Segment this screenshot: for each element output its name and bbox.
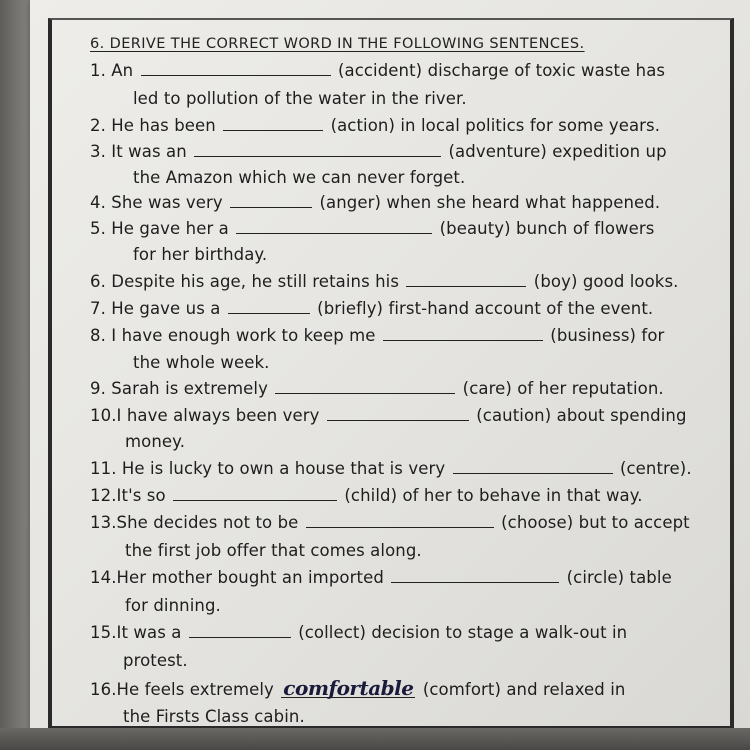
answer-blank-5[interactable] (236, 221, 432, 234)
answer-blank-15[interactable] (189, 625, 291, 638)
exercise-heading: 6. DERIVE THE CORRECT WORD IN THE FOLLOWING SENTENCES. (90, 36, 585, 52)
exercise-item-10: 10.I have always been very (caution) about spending (90, 406, 687, 425)
exercise-item-6: 6. Despite his age, he still retains his (boy) good looks. (90, 272, 679, 291)
exercise-item-10-continued: money. (125, 432, 186, 451)
answer-blank-3[interactable] (194, 144, 441, 157)
exercise-item-12: 12.It's so (child) of her to behave in that way. (90, 486, 643, 505)
answer-blank-7[interactable] (228, 301, 310, 314)
exercise-item-5: 5. He gave her a (beauty) bunch of flowers (90, 219, 655, 238)
answer-blank-1[interactable] (141, 63, 331, 76)
handwritten-answer-16[interactable]: comfortable (283, 676, 414, 700)
answer-blank-2[interactable] (223, 118, 323, 131)
exercise-item-3: 3. It was an (adventure) expedition up (90, 142, 667, 161)
answer-blank-9[interactable] (275, 381, 455, 394)
answer-blank-11[interactable] (453, 461, 613, 474)
answer-blank-13[interactable] (306, 515, 494, 528)
exercise-item-7: 7. He gave us a (briefly) first-hand account of the event. (90, 299, 654, 318)
exercise-item-15-continued: protest. (123, 651, 188, 670)
answer-blank-12[interactable] (173, 488, 337, 501)
exercise-item-16: 16.He feels extremely comfortable (comfort) and relaxed in (90, 676, 626, 700)
answer-blank-14[interactable] (391, 570, 559, 583)
exercise-item-3-continued: the Amazon which we can never forget. (133, 168, 466, 187)
exercise-item-1: 1. An (accident) discharge of toxic waste has (90, 61, 666, 80)
exercise-item-15: 15.It was a (collect) decision to stage a walk-out in (90, 623, 628, 642)
exercise-item-11: 11. He is lucky to own a house that is very (centre). (90, 459, 692, 478)
exercise-item-9: 9. Sarah is extremely (care) of her reputation. (90, 379, 664, 398)
exercise-item-8-continued: the whole week. (133, 353, 270, 372)
exercise-item-16-continued: the Firsts Class cabin. (123, 707, 305, 726)
exercise-item-14: 14.Her mother bought an imported (circle) table (90, 568, 672, 587)
exercise-item-4: 4. She was very (anger) when she heard what happened. (90, 193, 661, 212)
exercise-item-5-continued: for her birthday. (133, 245, 268, 264)
exercise-item-2: 2. He has been (action) in local politics for some years. (90, 116, 661, 135)
desk-shadow-bottom (0, 728, 750, 750)
answer-blank-10[interactable] (327, 408, 469, 421)
answer-blank-8[interactable] (383, 328, 543, 341)
exercise-item-8: 8. I have enough work to keep me (business) for (90, 326, 665, 345)
exercise-item-14-continued: for dinning. (125, 596, 221, 615)
exercise-item-1-continued: led to pollution of the water in the river. (133, 89, 467, 108)
exercise-item-13: 13.She decides not to be (choose) but to accept (90, 513, 690, 532)
answer-blank-6[interactable] (406, 274, 526, 287)
exercise-item-13-continued: the first job offer that comes along. (125, 541, 422, 560)
answer-blank-4[interactable] (230, 195, 312, 208)
